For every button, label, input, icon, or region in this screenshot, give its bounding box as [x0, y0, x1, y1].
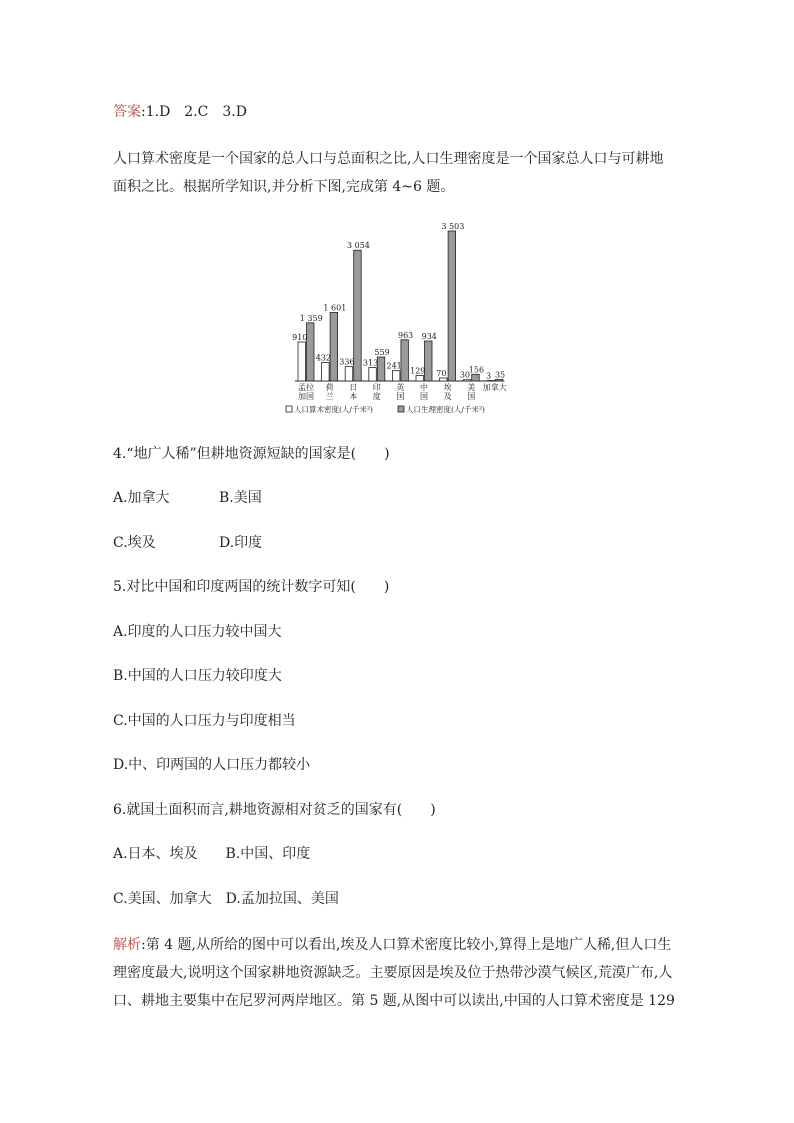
- analysis-line-1: [113, 935, 671, 955]
- intro-line-1: 人口算术密度是一个国家的总人口与总面积之比,人口生理密度是一个国家总人口与可耕地: [113, 151, 664, 167]
- bar-arithmetic-density: [487, 381, 495, 382]
- bar-physiological-density: [495, 380, 503, 381]
- bar-physiological-density: [330, 312, 338, 381]
- bar-arithmetic-density: [322, 363, 330, 381]
- density-bar-chart: [280, 218, 520, 422]
- q4-option-b: B.美国: [219, 490, 262, 506]
- value-label-physiological: 1 601: [323, 303, 347, 313]
- value-label-physiological: 1 359: [299, 313, 323, 323]
- category-label: 埃: [443, 383, 452, 392]
- q4-option-c: C.埃及: [113, 535, 156, 551]
- bar-arithmetic-density: [392, 371, 400, 381]
- category-label: 及: [443, 392, 452, 401]
- answer-text: :1.D 2.C 3.D: [141, 104, 247, 120]
- q5-option-b: B.中国的人口压力较印度大: [113, 668, 282, 684]
- bar-physiological-density: [472, 374, 480, 381]
- value-label-arithmetic: 70: [436, 369, 447, 379]
- legend-swatch-arithmetic: [286, 406, 292, 412]
- category-label: 国: [396, 392, 405, 401]
- q6-options-cd: C.美国、加拿大 D.孟加拉国、美国: [113, 891, 339, 907]
- bar-physiological-density: [425, 341, 433, 381]
- category-label: 英: [396, 383, 405, 392]
- analysis-line-2: 理密度最大,说明这个国家耕地资源缺乏。主要原因是埃及位于热带沙漠气候区,荒漠广布,人: [113, 965, 673, 981]
- q4-option-a: A.加拿大: [113, 490, 170, 506]
- q5-option-c: C.中国的人口压力与印度相当: [113, 713, 296, 729]
- category-label: 加拿大: [482, 383, 507, 392]
- category-label: 兰: [325, 392, 334, 401]
- q5-stem: 5.对比中国和印度两国的统计数字可知( ): [113, 579, 390, 595]
- value-label-physiological: 3 503: [441, 222, 465, 231]
- category-label: 国: [420, 392, 428, 401]
- bar-arithmetic-density: [298, 342, 306, 381]
- bar-arithmetic-density: [369, 368, 377, 381]
- value-label-physiological: 559: [374, 348, 390, 358]
- value-label-arithmetic: 30: [459, 370, 471, 380]
- value-label-physiological: 963: [398, 330, 414, 340]
- category-label: 度: [372, 392, 381, 401]
- value-label-arithmetic: 910: [292, 333, 308, 343]
- value-label-arithmetic: 313: [362, 358, 379, 368]
- value-label-physiological: 934: [421, 332, 437, 342]
- bar-physiological-density: [401, 340, 409, 381]
- analysis-text-1: :第 4 题,从所给的图中可以看出,埃及人口算术密度比较小,算得上是地广人稀,但人口生: [141, 937, 672, 953]
- answer-label: 答案: [113, 104, 141, 120]
- bar-physiological-density: [354, 250, 362, 381]
- value-label-arithmetic: 129: [410, 366, 426, 376]
- density-chart-svg: [280, 218, 520, 418]
- category-label: 拉: [306, 383, 314, 392]
- legend-label-arithmetic: 人口算术密度(人/千米²): [294, 405, 373, 414]
- q4-stem: 4.“地广人稀”但耕地资源短缺的国家是( ): [113, 446, 390, 462]
- value-label-arithmetic: 336: [339, 357, 355, 367]
- value-label-physiological: 35: [494, 370, 506, 380]
- category-label: 国: [306, 392, 314, 401]
- q6-options-ab: A.日本、埃及 B.中国、印度: [113, 846, 311, 862]
- bar-arithmetic-density: [440, 378, 448, 381]
- q6-stem: 6.就国土面积而言,耕地资源相对贫乏的国家有( ): [113, 802, 436, 818]
- category-label: 孟: [298, 383, 306, 392]
- value-label-arithmetic: 241: [386, 361, 402, 371]
- bar-arithmetic-density: [416, 375, 424, 381]
- bar-physiological-density: [307, 323, 315, 381]
- category-label: 国: [467, 392, 476, 401]
- bar-physiological-density: [377, 357, 385, 381]
- bar-arithmetic-density: [463, 380, 471, 381]
- value-label-arithmetic: 432: [315, 353, 331, 363]
- category-label: 日: [349, 383, 358, 392]
- category-label: 印: [372, 383, 381, 392]
- analysis-line-3: 口、耕地主要集中在尼罗河两岸地区。第 5 题,从图中可以读出,中国的人口算术密度是 129: [113, 993, 675, 1009]
- q5-option-a: A.印度的人口压力较中国大: [113, 624, 282, 640]
- bar-physiological-density: [448, 231, 456, 381]
- category-label: 加: [298, 392, 306, 401]
- q4-option-d: D.印度: [219, 535, 263, 551]
- value-label-arithmetic: 3: [486, 371, 492, 381]
- analysis-label: 解析: [113, 937, 141, 953]
- category-label: 荷: [325, 383, 334, 392]
- value-label-physiological: 3 054: [346, 241, 370, 251]
- bar-arithmetic-density: [345, 367, 353, 381]
- legend-label-physiological: 人口生理密度(人/千米²): [406, 405, 485, 414]
- intro-line-2: 面积之比。根据所学知识,并分析下图,完成第 4~6 题。: [113, 179, 455, 195]
- category-label: 中: [420, 383, 428, 392]
- q5-option-d: D.中、印两国的人口压力都较小: [113, 757, 311, 773]
- category-label: 美: [467, 383, 476, 392]
- value-label-physiological: 156: [468, 365, 485, 375]
- answer-line: [113, 102, 247, 122]
- legend-swatch-physiological: [398, 406, 404, 412]
- category-label: 本: [349, 392, 358, 401]
